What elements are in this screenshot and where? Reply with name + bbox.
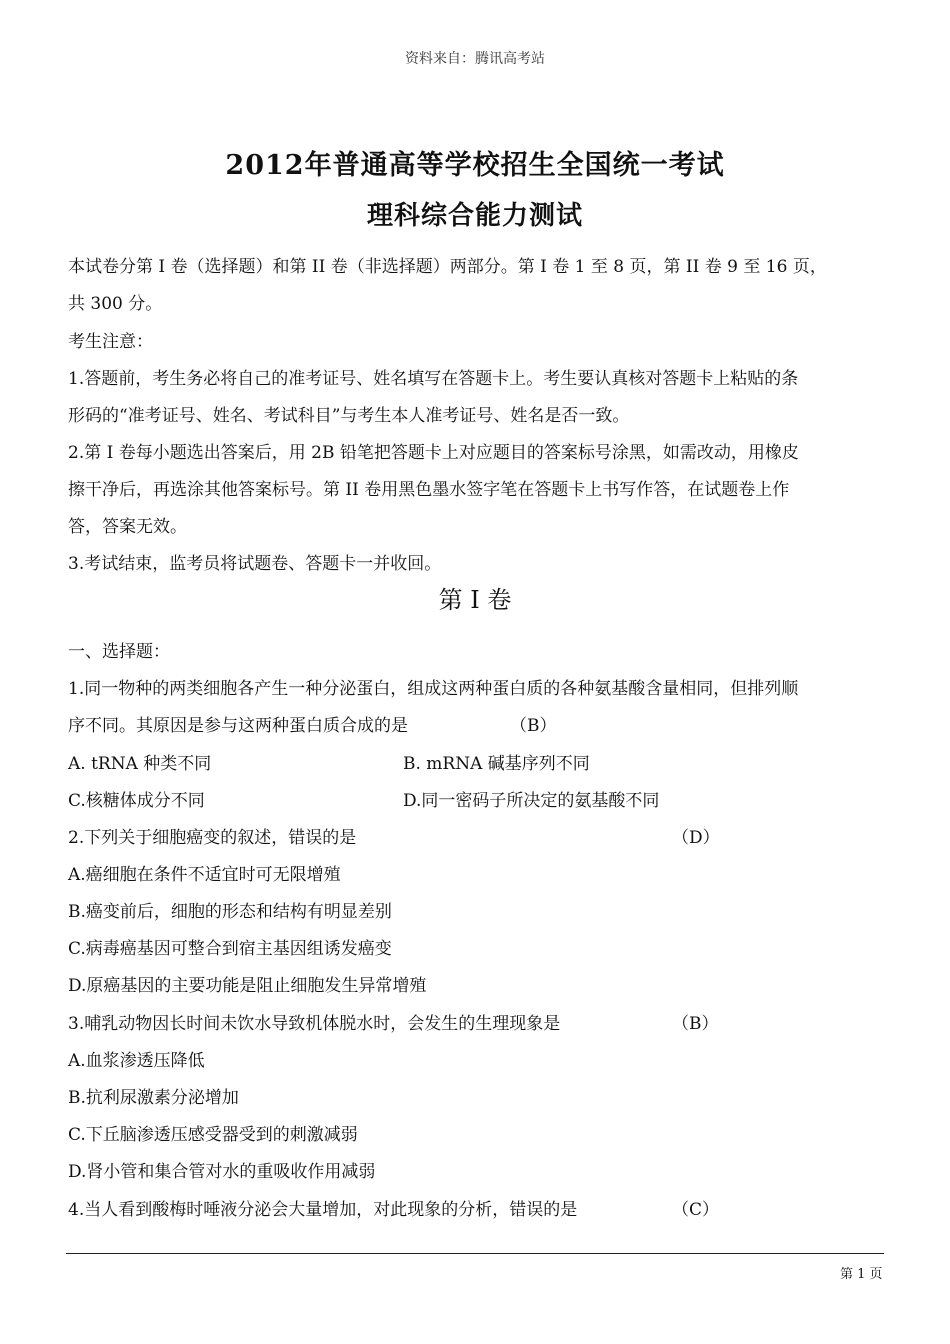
section-title: 第 I 卷 <box>438 586 512 614</box>
q1-option-c: C.核糖体成分不同 <box>68 791 205 811</box>
q2-stem: 2.下列关于细胞癌变的叙述，错误的是 <box>68 828 357 848</box>
q2-option-a: A.癌细胞在条件不适宜时可无限增殖 <box>68 865 341 885</box>
page-header-source: 资料来自：腾讯高考站 <box>405 51 545 67</box>
q1-option-a: A. tRNA 种类不同 <box>68 754 212 774</box>
notice-item-1b: 形码的“准考证号、姓名、考试科目”与考生本人准考证号、姓名是否一致。 <box>68 406 630 426</box>
q2-answer: （D） <box>672 828 720 848</box>
intro-line-1: 本试卷分第 I 卷（选择题）和第 II 卷（非选择题）两部分。第 I 卷 1 至 8 页，第 II 卷 9 至 16 页， <box>68 257 827 277</box>
q1-option-b: B. mRNA 碱基序列不同 <box>403 754 590 774</box>
page-number: 第 1 页 <box>840 1267 883 1282</box>
q1-stem-line-2: 序不同。其原因是参与这两种蛋白质合成的是 <box>68 716 408 736</box>
q4-stem: 4.当人看到酸梅时唾液分泌会大量增加，对此现象的分析，错误的是 <box>68 1200 578 1220</box>
q4-answer: （C） <box>672 1200 720 1220</box>
q3-answer: （B） <box>672 1014 719 1034</box>
footer-divider <box>66 1253 884 1254</box>
q3-stem: 3.哺乳动物因长时间未饮水导致机体脱水时，会发生的生理现象是 <box>68 1014 561 1034</box>
q3-option-c: C.下丘脑渗透压感受器受到的刺激减弱 <box>68 1125 358 1145</box>
q1-answer: （B） <box>510 716 557 736</box>
q2-option-b: B.癌变前后，细胞的形态和结构有明显差别 <box>68 902 392 922</box>
exam-subtitle: 理科综合能力测试 <box>366 201 583 231</box>
q1-option-d: D.同一密码子所决定的氨基酸不同 <box>403 791 660 811</box>
exam-title: 2012年普通高等学校招生全国统一考试 <box>225 150 725 181</box>
q2-option-d: D.原癌基因的主要功能是阻止细胞发生异常增殖 <box>68 976 427 996</box>
q2-option-c: C.病毒癌基因可整合到宿主基因组诱发癌变 <box>68 939 392 959</box>
q3-option-b: B.抗利尿激素分泌增加 <box>68 1088 239 1108</box>
notice-item-2b: 擦干净后，再选涂其他答案标号。第 II 卷用黑色墨水签字笔在答题卡上书写作答，在试题卷上作 <box>68 480 790 500</box>
q1-stem-line-1: 1.同一物种的两类细胞各产生一种分泌蛋白，组成这两种蛋白质的各种氨基酸含量相同，但排列顺 <box>68 679 799 699</box>
q3-option-a: A.血浆渗透压降低 <box>68 1051 205 1071</box>
notice-item-2c: 答，答案无效。 <box>68 517 187 537</box>
q3-option-d: D.肾小管和集合管对水的重吸收作用减弱 <box>68 1162 376 1182</box>
notice-item-1a: 1.答题前，考生务必将自己的准考证号、姓名填写在答题卡上。考生要认真核对答题卡上粘贴的条 <box>68 369 799 389</box>
notice-item-3: 3.考试结束，监考员将试题卷、答题卡一并收回。 <box>68 554 442 574</box>
part-heading: 一、选择题： <box>68 642 170 662</box>
notice-item-2a: 2.第 I 卷每小题选出答案后，用 2B 铅笔把答题卡上对应题目的答案标号涂黑，如需改动，用橡皮 <box>68 443 799 463</box>
notice-heading: 考生注意： <box>68 332 153 352</box>
intro-line-2: 共 300 分。 <box>68 294 163 314</box>
